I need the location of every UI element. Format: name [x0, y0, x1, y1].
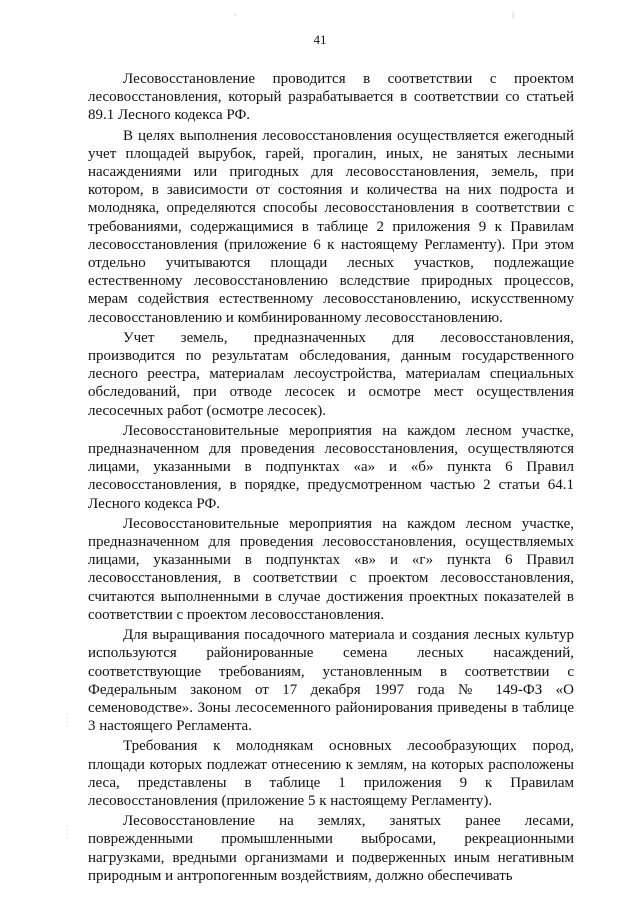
paragraph: Требования к молоднякам основных лесообразующих пород, площади которых подлежат отнесению к землям, на которых расположены леса, представлены в таблице 1 приложения 9 к Правилам лесовосстановления (приложение 5 к настоящему Регламенту). [88, 738, 574, 809]
paragraph: Лесовосстановительные мероприятия на каждом лесном участке, предназначенном для проведения лесовосстановления, осуществляемых лицами, указанными в подпунктах «в» и «г» пункта 6 Правил лесовосстановления, в соответствии с проектом лесовосстановления, считаются выполненными в случае достижения проектных показателей в соответствии с проектом лесовосстановления. [88, 515, 574, 623]
scan-mark: ʼ [234, 13, 237, 22]
scan-mark: ⁚ ⁚ [66, 712, 69, 729]
scan-mark: ⁚ ⁚ [66, 824, 69, 841]
paragraph: Лесовосстановительные мероприятия на каждом лесном участке, предназначенном для проведения лесовосстановления, осуществляются лицами, указанными в подпунктах «а» и «б» пункта 6 Правил лесовосстановления, в порядке, предусмотренном частью 2 статьи 64.1 Лесного кодекса РФ. [88, 422, 574, 512]
paragraph: В целях выполнения лесовосстановления осуществляется ежегодный учет площадей вырубок, гарей, прогалин, иных, не занятых лесными насаждениями или пригодных для лесовосстановления, земель, при котором, в зависимости от состояния и количества на них подроста и молодняка, определяются способы лесовосстановления в соответствии с требованиями, содержащимися в таблице 2 приложения 9 к Правилам лесовосстановления (приложение 6 к настоящему Регламенту). При этом отдельно учитываются площади лесных участков, подлежащие естественному лесовосстановлению вследствие природных процессов, мерам содействия естественному лесовосстановлению, искусственному лесовосстановлению и комбинированному лесовосстановлению. [88, 127, 574, 326]
scan-mark: ⅰ [512, 11, 515, 20]
paragraph: Лесовосстановление на землях, занятых ранее лесами, поврежденными промышленными выбросами, рекреационными нагрузками, вредными организмами и подверженных иным негативным природным и антропогенным воздействиям, должно обеспечивать [88, 813, 574, 884]
paragraph: Лесовосстановление проводится в соответствии с проектом лесовосстановления, который разрабатывается в соответствии со статьей 89.1 Лесного кодекса РФ. [88, 71, 574, 124]
paragraph: Для выращивания посадочного материала и создания лесных культур используются районированные семена лесных насаждений, соответствующие требованиям, установленным в соответствии с Федеральным законом от 17 декабря 1997 года № 149-ФЗ «О семеноводстве». Зоны лесосеменного районирования приведены в таблице 3 настоящего Регламента. [88, 627, 574, 735]
page-number: 41 [313, 32, 327, 47]
document-body [88, 70, 574, 885]
paragraph: Учет земель, предназначенных для лесовосстановления, производится по результатам обследования, данным государственного лесного реестра, материалам лесоустройства, материалам специальных обследований, при отводе лесосек и осмотре мест осуществления лесосечных работ (осмотре лесосек). [88, 329, 574, 419]
